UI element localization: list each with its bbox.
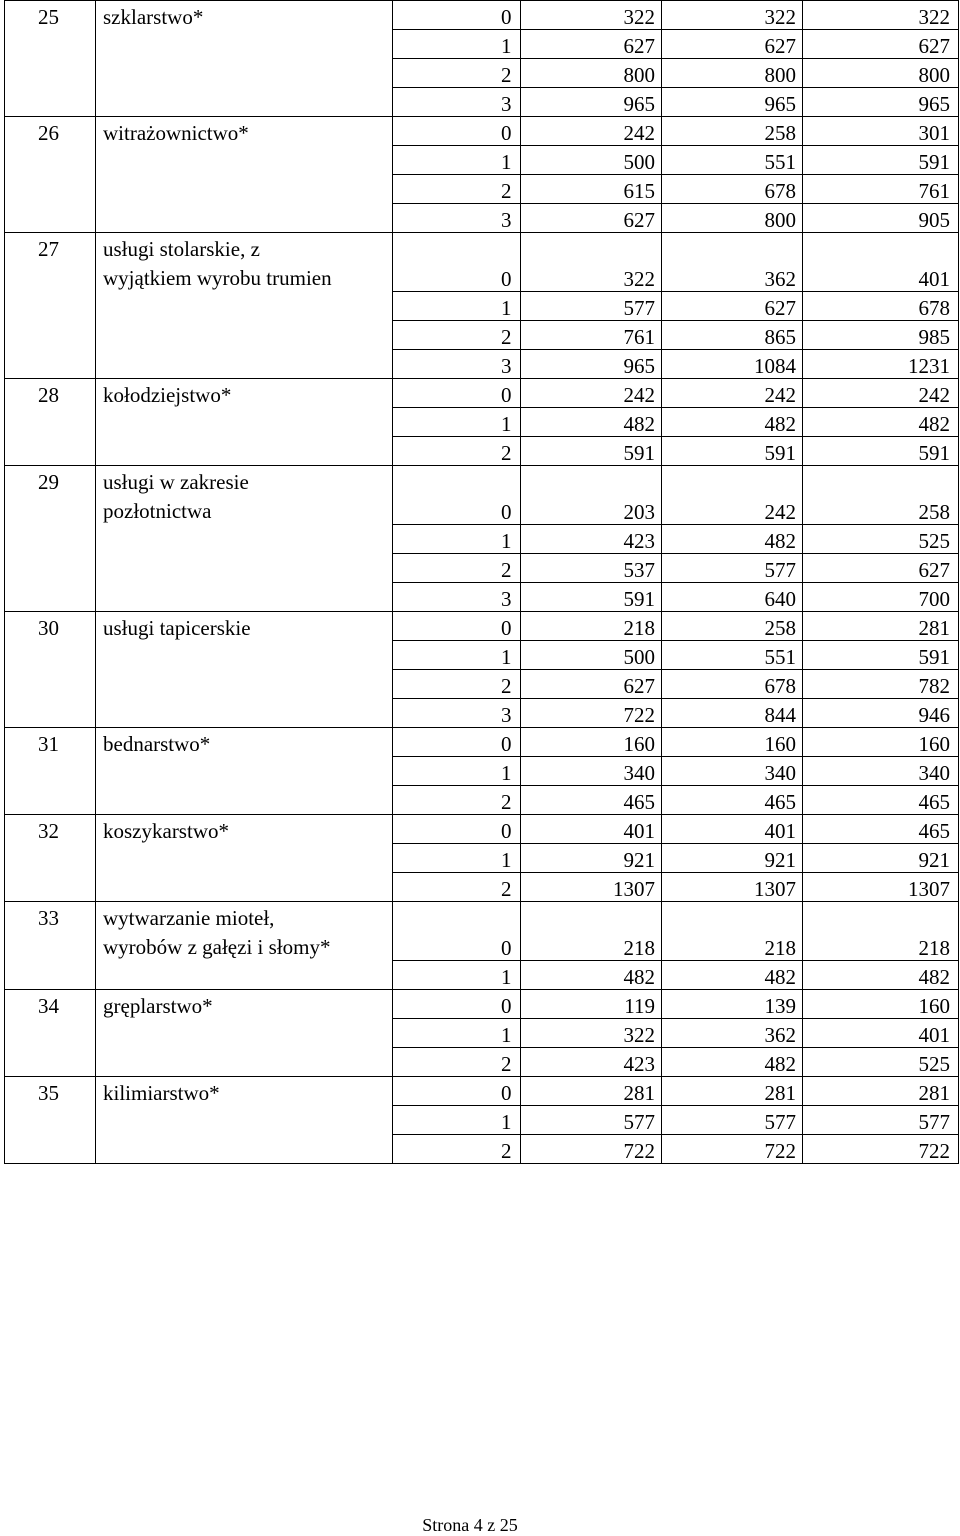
- service-name: kołodziejstwo*: [103, 383, 232, 407]
- value-cell-1: 160: [521, 728, 662, 757]
- value-cell-2: 139: [662, 990, 803, 1019]
- value-cell-3: 800: [803, 59, 959, 88]
- value-cell-2: 678: [662, 670, 803, 699]
- value-cell-1: 423: [521, 1048, 662, 1077]
- value-cell-3: 700: [803, 583, 959, 612]
- size-cell: 2: [393, 786, 521, 815]
- size-cell: 2: [393, 59, 521, 88]
- value-cell-1: 722: [521, 1135, 662, 1164]
- service-name-cell: [96, 233, 393, 379]
- size-cell: 0: [393, 990, 521, 1019]
- service-name-cell: [96, 466, 393, 612]
- service-name-cell: [96, 379, 393, 466]
- size-cell: 1: [393, 30, 521, 59]
- value-cell-1: 322: [521, 1019, 662, 1048]
- value-cell-2: 627: [662, 30, 803, 59]
- service-name: kilimiarstwo*: [103, 1081, 220, 1105]
- value-cell-1: 615: [521, 175, 662, 204]
- service-name: gręplarstwo*: [103, 994, 213, 1018]
- value-cell-1: 577: [521, 292, 662, 321]
- value-cell-2: 965: [662, 88, 803, 117]
- service-name-cell: [96, 902, 393, 990]
- size-cell: 1: [393, 844, 521, 873]
- size-cell: 2: [393, 873, 521, 902]
- row-number-cell: [5, 612, 96, 728]
- value-cell-1: 627: [521, 204, 662, 233]
- value-cell-2: 218: [662, 902, 803, 961]
- service-name: koszykarstwo*: [103, 819, 229, 843]
- rates-table-body: [5, 1, 959, 1164]
- value-cell-3: 465: [803, 815, 959, 844]
- value-cell-1: 401: [521, 815, 662, 844]
- row-number: 31: [38, 732, 59, 756]
- size-cell: 2: [393, 554, 521, 583]
- size-cell: 1: [393, 408, 521, 437]
- value-cell-2: 551: [662, 641, 803, 670]
- value-cell-3: 258: [803, 466, 959, 525]
- value-cell-1: 119: [521, 990, 662, 1019]
- page-footer: [0, 1514, 940, 1536]
- value-cell-3: 591: [803, 146, 959, 175]
- service-name-cell: [96, 612, 393, 728]
- service-name: usługi tapicerskie: [103, 616, 251, 640]
- value-cell-1: 965: [521, 88, 662, 117]
- value-cell-2: 482: [662, 1048, 803, 1077]
- value-cell-3: 946: [803, 699, 959, 728]
- value-cell-3: 401: [803, 1019, 959, 1048]
- value-cell-2: 281: [662, 1077, 803, 1106]
- value-cell-2: 1084: [662, 350, 803, 379]
- value-cell-1: 203: [521, 466, 662, 525]
- value-cell-2: 577: [662, 554, 803, 583]
- value-cell-2: 722: [662, 1135, 803, 1164]
- size-cell: 3: [393, 699, 521, 728]
- rates-table: [4, 0, 959, 1164]
- value-cell-2: 640: [662, 583, 803, 612]
- row-number-cell: [5, 902, 96, 990]
- value-cell-2: 865: [662, 321, 803, 350]
- table-row: [5, 233, 959, 292]
- value-cell-1: 761: [521, 321, 662, 350]
- value-cell-3: 401: [803, 233, 959, 292]
- value-cell-1: 500: [521, 641, 662, 670]
- value-cell-1: 242: [521, 117, 662, 146]
- value-cell-3: 1307: [803, 873, 959, 902]
- value-cell-2: 800: [662, 204, 803, 233]
- value-cell-1: 1307: [521, 873, 662, 902]
- value-cell-1: 500: [521, 146, 662, 175]
- value-cell-2: 551: [662, 146, 803, 175]
- value-cell-2: 482: [662, 408, 803, 437]
- value-cell-2: 322: [662, 1, 803, 30]
- value-cell-3: 322: [803, 1, 959, 30]
- value-cell-3: 525: [803, 1048, 959, 1077]
- row-number-cell: [5, 990, 96, 1077]
- value-cell-1: 627: [521, 30, 662, 59]
- value-cell-2: 800: [662, 59, 803, 88]
- table-row: [5, 902, 959, 961]
- size-cell: 2: [393, 1135, 521, 1164]
- value-cell-3: 340: [803, 757, 959, 786]
- value-cell-3: 525: [803, 525, 959, 554]
- value-cell-1: 340: [521, 757, 662, 786]
- size-cell: 1: [393, 641, 521, 670]
- row-number-cell: [5, 815, 96, 902]
- row-number-cell: [5, 728, 96, 815]
- size-cell: 1: [393, 292, 521, 321]
- service-name-cell: [96, 117, 393, 233]
- service-name: witrażownictwo*: [103, 121, 249, 145]
- value-cell-3: 965: [803, 88, 959, 117]
- page-number: Strona 4 z 25: [422, 1515, 518, 1535]
- service-name-cell: [96, 990, 393, 1077]
- value-cell-2: 160: [662, 728, 803, 757]
- table-row: [5, 379, 959, 408]
- service-name-line: wyjątkiem wyrobu trumien: [103, 266, 332, 290]
- size-cell: 3: [393, 350, 521, 379]
- value-cell-3: 301: [803, 117, 959, 146]
- value-cell-2: 844: [662, 699, 803, 728]
- value-cell-3: 678: [803, 292, 959, 321]
- value-cell-3: 985: [803, 321, 959, 350]
- value-cell-1: 965: [521, 350, 662, 379]
- row-number-cell: [5, 233, 96, 379]
- value-cell-3: 160: [803, 990, 959, 1019]
- row-number-cell: [5, 466, 96, 612]
- value-cell-1: 465: [521, 786, 662, 815]
- row-number: 30: [38, 616, 59, 640]
- value-cell-1: 482: [521, 408, 662, 437]
- value-cell-1: 591: [521, 437, 662, 466]
- value-cell-2: 401: [662, 815, 803, 844]
- value-cell-1: 218: [521, 902, 662, 961]
- table-row: [5, 117, 959, 146]
- size-cell: 1: [393, 525, 521, 554]
- service-name-cell: [96, 1, 393, 117]
- value-cell-1: 482: [521, 961, 662, 990]
- value-cell-3: 761: [803, 175, 959, 204]
- row-number: 35: [38, 1081, 59, 1105]
- value-cell-3: 482: [803, 408, 959, 437]
- row-number: 33: [38, 906, 59, 930]
- value-cell-1: 627: [521, 670, 662, 699]
- value-cell-2: 258: [662, 612, 803, 641]
- value-cell-3: 482: [803, 961, 959, 990]
- size-cell: 3: [393, 88, 521, 117]
- value-cell-2: 362: [662, 233, 803, 292]
- size-cell: 2: [393, 321, 521, 350]
- value-cell-2: 482: [662, 525, 803, 554]
- row-number-cell: [5, 379, 96, 466]
- value-cell-1: 322: [521, 1, 662, 30]
- table-row: [5, 1077, 959, 1106]
- value-cell-1: 921: [521, 844, 662, 873]
- size-cell: 0: [393, 379, 521, 408]
- size-cell: 2: [393, 175, 521, 204]
- row-number-cell: [5, 1077, 96, 1164]
- row-number-cell: [5, 1, 96, 117]
- table-row: [5, 728, 959, 757]
- value-cell-1: 423: [521, 525, 662, 554]
- value-cell-3: 905: [803, 204, 959, 233]
- value-cell-3: 921: [803, 844, 959, 873]
- table-row: [5, 1, 959, 30]
- value-cell-1: 591: [521, 583, 662, 612]
- size-cell: 1: [393, 146, 521, 175]
- value-cell-2: 1307: [662, 873, 803, 902]
- value-cell-1: 537: [521, 554, 662, 583]
- size-cell: 0: [393, 815, 521, 844]
- size-cell: 0: [393, 1077, 521, 1106]
- value-cell-2: 465: [662, 786, 803, 815]
- row-number-cell: [5, 117, 96, 233]
- value-cell-3: 722: [803, 1135, 959, 1164]
- size-cell: 3: [393, 204, 521, 233]
- value-cell-1: 722: [521, 699, 662, 728]
- value-cell-1: 322: [521, 233, 662, 292]
- row-number: 28: [38, 383, 59, 407]
- value-cell-2: 362: [662, 1019, 803, 1048]
- service-name-line: usługi w zakresie: [103, 470, 249, 494]
- value-cell-3: 627: [803, 30, 959, 59]
- value-cell-3: 782: [803, 670, 959, 699]
- value-cell-2: 258: [662, 117, 803, 146]
- size-cell: 0: [393, 117, 521, 146]
- value-cell-3: 242: [803, 379, 959, 408]
- size-cell: 0: [393, 728, 521, 757]
- row-number: 34: [38, 994, 59, 1018]
- size-cell: 2: [393, 437, 521, 466]
- value-cell-1: 800: [521, 59, 662, 88]
- value-cell-3: 591: [803, 641, 959, 670]
- row-number: 27: [38, 237, 59, 261]
- service-name-line: usługi stolarskie, z: [103, 237, 260, 261]
- table-row: [5, 466, 959, 525]
- service-name: szklarstwo*: [103, 5, 204, 29]
- value-cell-2: 678: [662, 175, 803, 204]
- table-row: [5, 990, 959, 1019]
- value-cell-1: 218: [521, 612, 662, 641]
- row-number: 26: [38, 121, 59, 145]
- value-cell-3: 591: [803, 437, 959, 466]
- service-name-cell: [96, 728, 393, 815]
- size-cell: 2: [393, 670, 521, 699]
- size-cell: 3: [393, 583, 521, 612]
- size-cell: 1: [393, 1019, 521, 1048]
- row-number: 25: [38, 5, 59, 29]
- value-cell-2: 591: [662, 437, 803, 466]
- size-cell: 0: [393, 1, 521, 30]
- size-cell: 0: [393, 466, 521, 525]
- value-cell-1: 577: [521, 1106, 662, 1135]
- size-cell: 1: [393, 757, 521, 786]
- size-cell: 0: [393, 233, 521, 292]
- service-name-line: wyrobów z gałęzi i słomy*: [103, 935, 331, 959]
- value-cell-2: 482: [662, 961, 803, 990]
- table-row: [5, 815, 959, 844]
- value-cell-3: 160: [803, 728, 959, 757]
- row-number: 32: [38, 819, 59, 843]
- value-cell-2: 627: [662, 292, 803, 321]
- value-cell-3: 627: [803, 554, 959, 583]
- size-cell: 0: [393, 902, 521, 961]
- service-name-cell: [96, 815, 393, 902]
- value-cell-2: 242: [662, 466, 803, 525]
- size-cell: 0: [393, 612, 521, 641]
- row-number: 29: [38, 470, 59, 494]
- value-cell-2: 921: [662, 844, 803, 873]
- value-cell-3: 1231: [803, 350, 959, 379]
- value-cell-3: 577: [803, 1106, 959, 1135]
- service-name-cell: [96, 1077, 393, 1164]
- value-cell-3: 218: [803, 902, 959, 961]
- size-cell: 1: [393, 961, 521, 990]
- size-cell: 1: [393, 1106, 521, 1135]
- value-cell-2: 242: [662, 379, 803, 408]
- value-cell-2: 577: [662, 1106, 803, 1135]
- size-cell: 2: [393, 1048, 521, 1077]
- value-cell-1: 281: [521, 1077, 662, 1106]
- value-cell-3: 281: [803, 612, 959, 641]
- value-cell-2: 340: [662, 757, 803, 786]
- service-name-line: pozłotnictwa: [103, 499, 212, 523]
- value-cell-3: 465: [803, 786, 959, 815]
- value-cell-3: 281: [803, 1077, 959, 1106]
- value-cell-1: 242: [521, 379, 662, 408]
- service-name-line: wytwarzanie mioteł,: [103, 906, 275, 930]
- service-name: bednarstwo*: [103, 732, 211, 756]
- table-row: [5, 612, 959, 641]
